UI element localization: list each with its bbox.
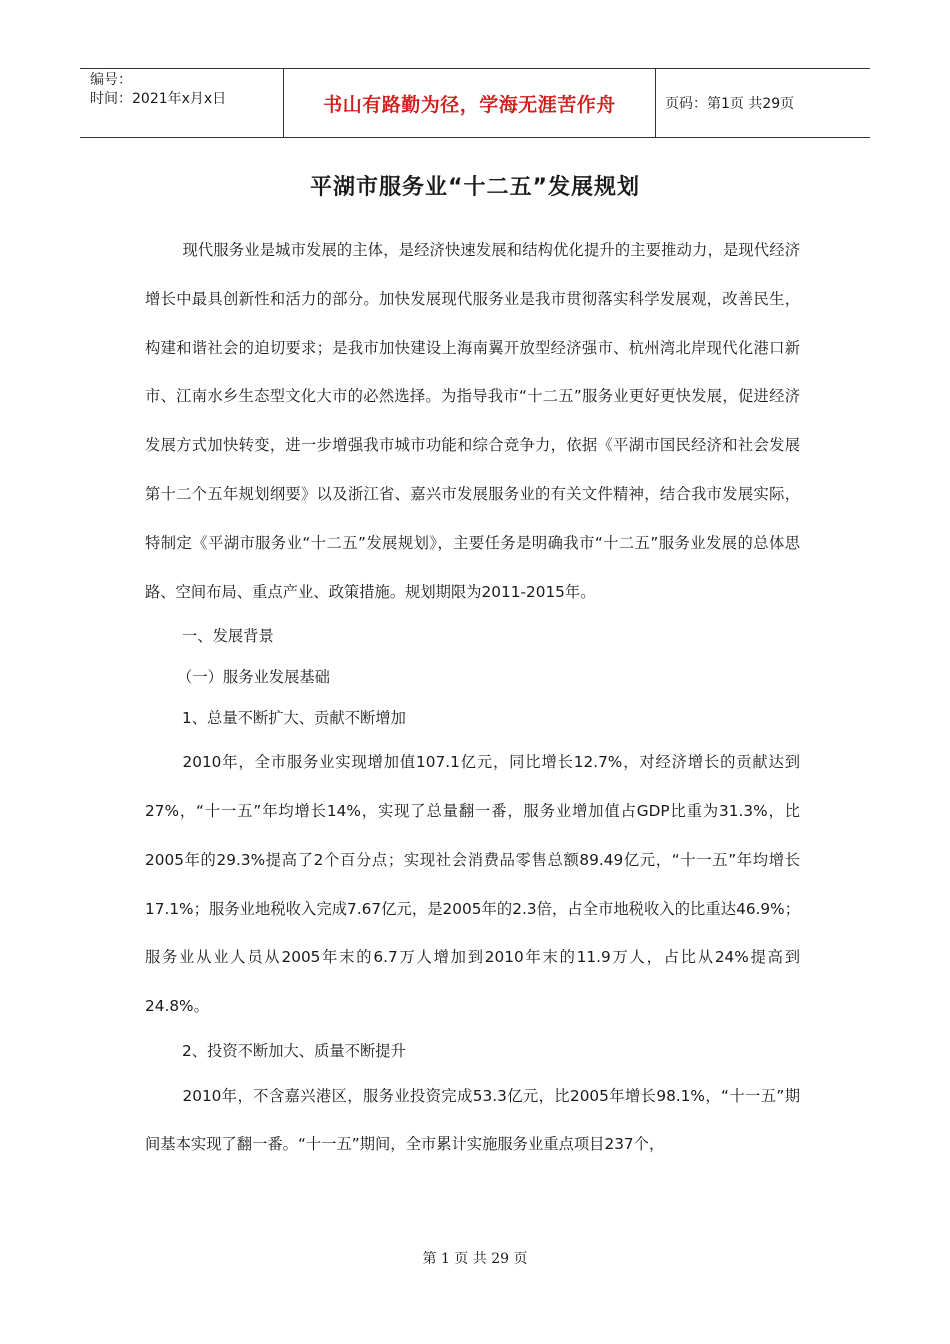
- header-page-info: 页码：第1页 共29页: [665, 96, 795, 112]
- document-title: 平湖市服务业“十二五”发展规划: [310, 175, 640, 200]
- section-heading: 一、发展背景: [182, 627, 274, 646]
- point-paragraph: 2010年，全市服务业实现增加值107.1亿元，同比增长12.7%，对经济增长的贡献达到27%，“十一五”年均增长14%，实现了总量翻一番，服务业增加值占GDP比重为31.3%，比2005年的29.3%提高了2个百分点；实现社会消费品零售总额89.49亿元，“十一五”年均增长17.1%；服务业地税收入完成7.67亿元，是2005年的2.3倍，占全市地税收入的比重达46.9%；服务业从业人员从2005年末的6.7万人增加到2010年末的11.9万人，占比从24%提高到24.8%。: [145, 753, 800, 1016]
- header-meta: [80, 69, 283, 137]
- document-body: [145, 226, 800, 1169]
- number-label: 编号：: [90, 72, 132, 88]
- page-header: [80, 68, 870, 138]
- time-label: 时间：2021年x月x日: [90, 91, 227, 107]
- point-heading: 1、总量不断扩大、贡献不断增加: [182, 708, 406, 727]
- point-paragraph: 2010年，不含嘉兴港区，服务业投资完成53.3亿元，比2005年增长98.1%，“十一五”期间基本实现了翻一番。“十一五”期间，全市累计实施服务业重点项目237个，: [145, 1086, 800, 1154]
- point-heading: 2、投资不断加大、质量不断提升: [182, 1041, 406, 1060]
- subsection-heading: （一）服务业发展基础: [177, 667, 330, 686]
- intro-paragraph: 现代服务业是城市发展的主体，是经济快速发展和结构优化提升的主要推动力，是现代经济增长中最具创新性和活力的部分。加快发展现代服务业是我市贯彻落实科学发展观，改善民生，构建和谐社会的迫切要求；是我市加快建设上海南翼开放型经济强市、杭州湾北岸现代化港口新市、江南水乡生态型文化大市的必然选择。为指导我市“十二五”服务业更好更快发展，促进经济发展方式加快转变，进一步增强我市城市功能和综合竞争力，依据《平湖市国民经济和社会发展第十二个五年规划纲要》以及浙江省、嘉兴市发展服务业的有关文件精神，结合我市发展实际，特制定《平湖市服务业“十二五”发展规划》，主要任务是明确我市“十二五”服务业发展的总体思路、空间布局、重点产业、政策措施。规划期限为2011-2015年。: [145, 241, 800, 601]
- header-motto: 书山有路勤为径，学海无涯苦作舟: [283, 69, 656, 137]
- page-footer: 第 1 页 共 29 页: [422, 1251, 528, 1267]
